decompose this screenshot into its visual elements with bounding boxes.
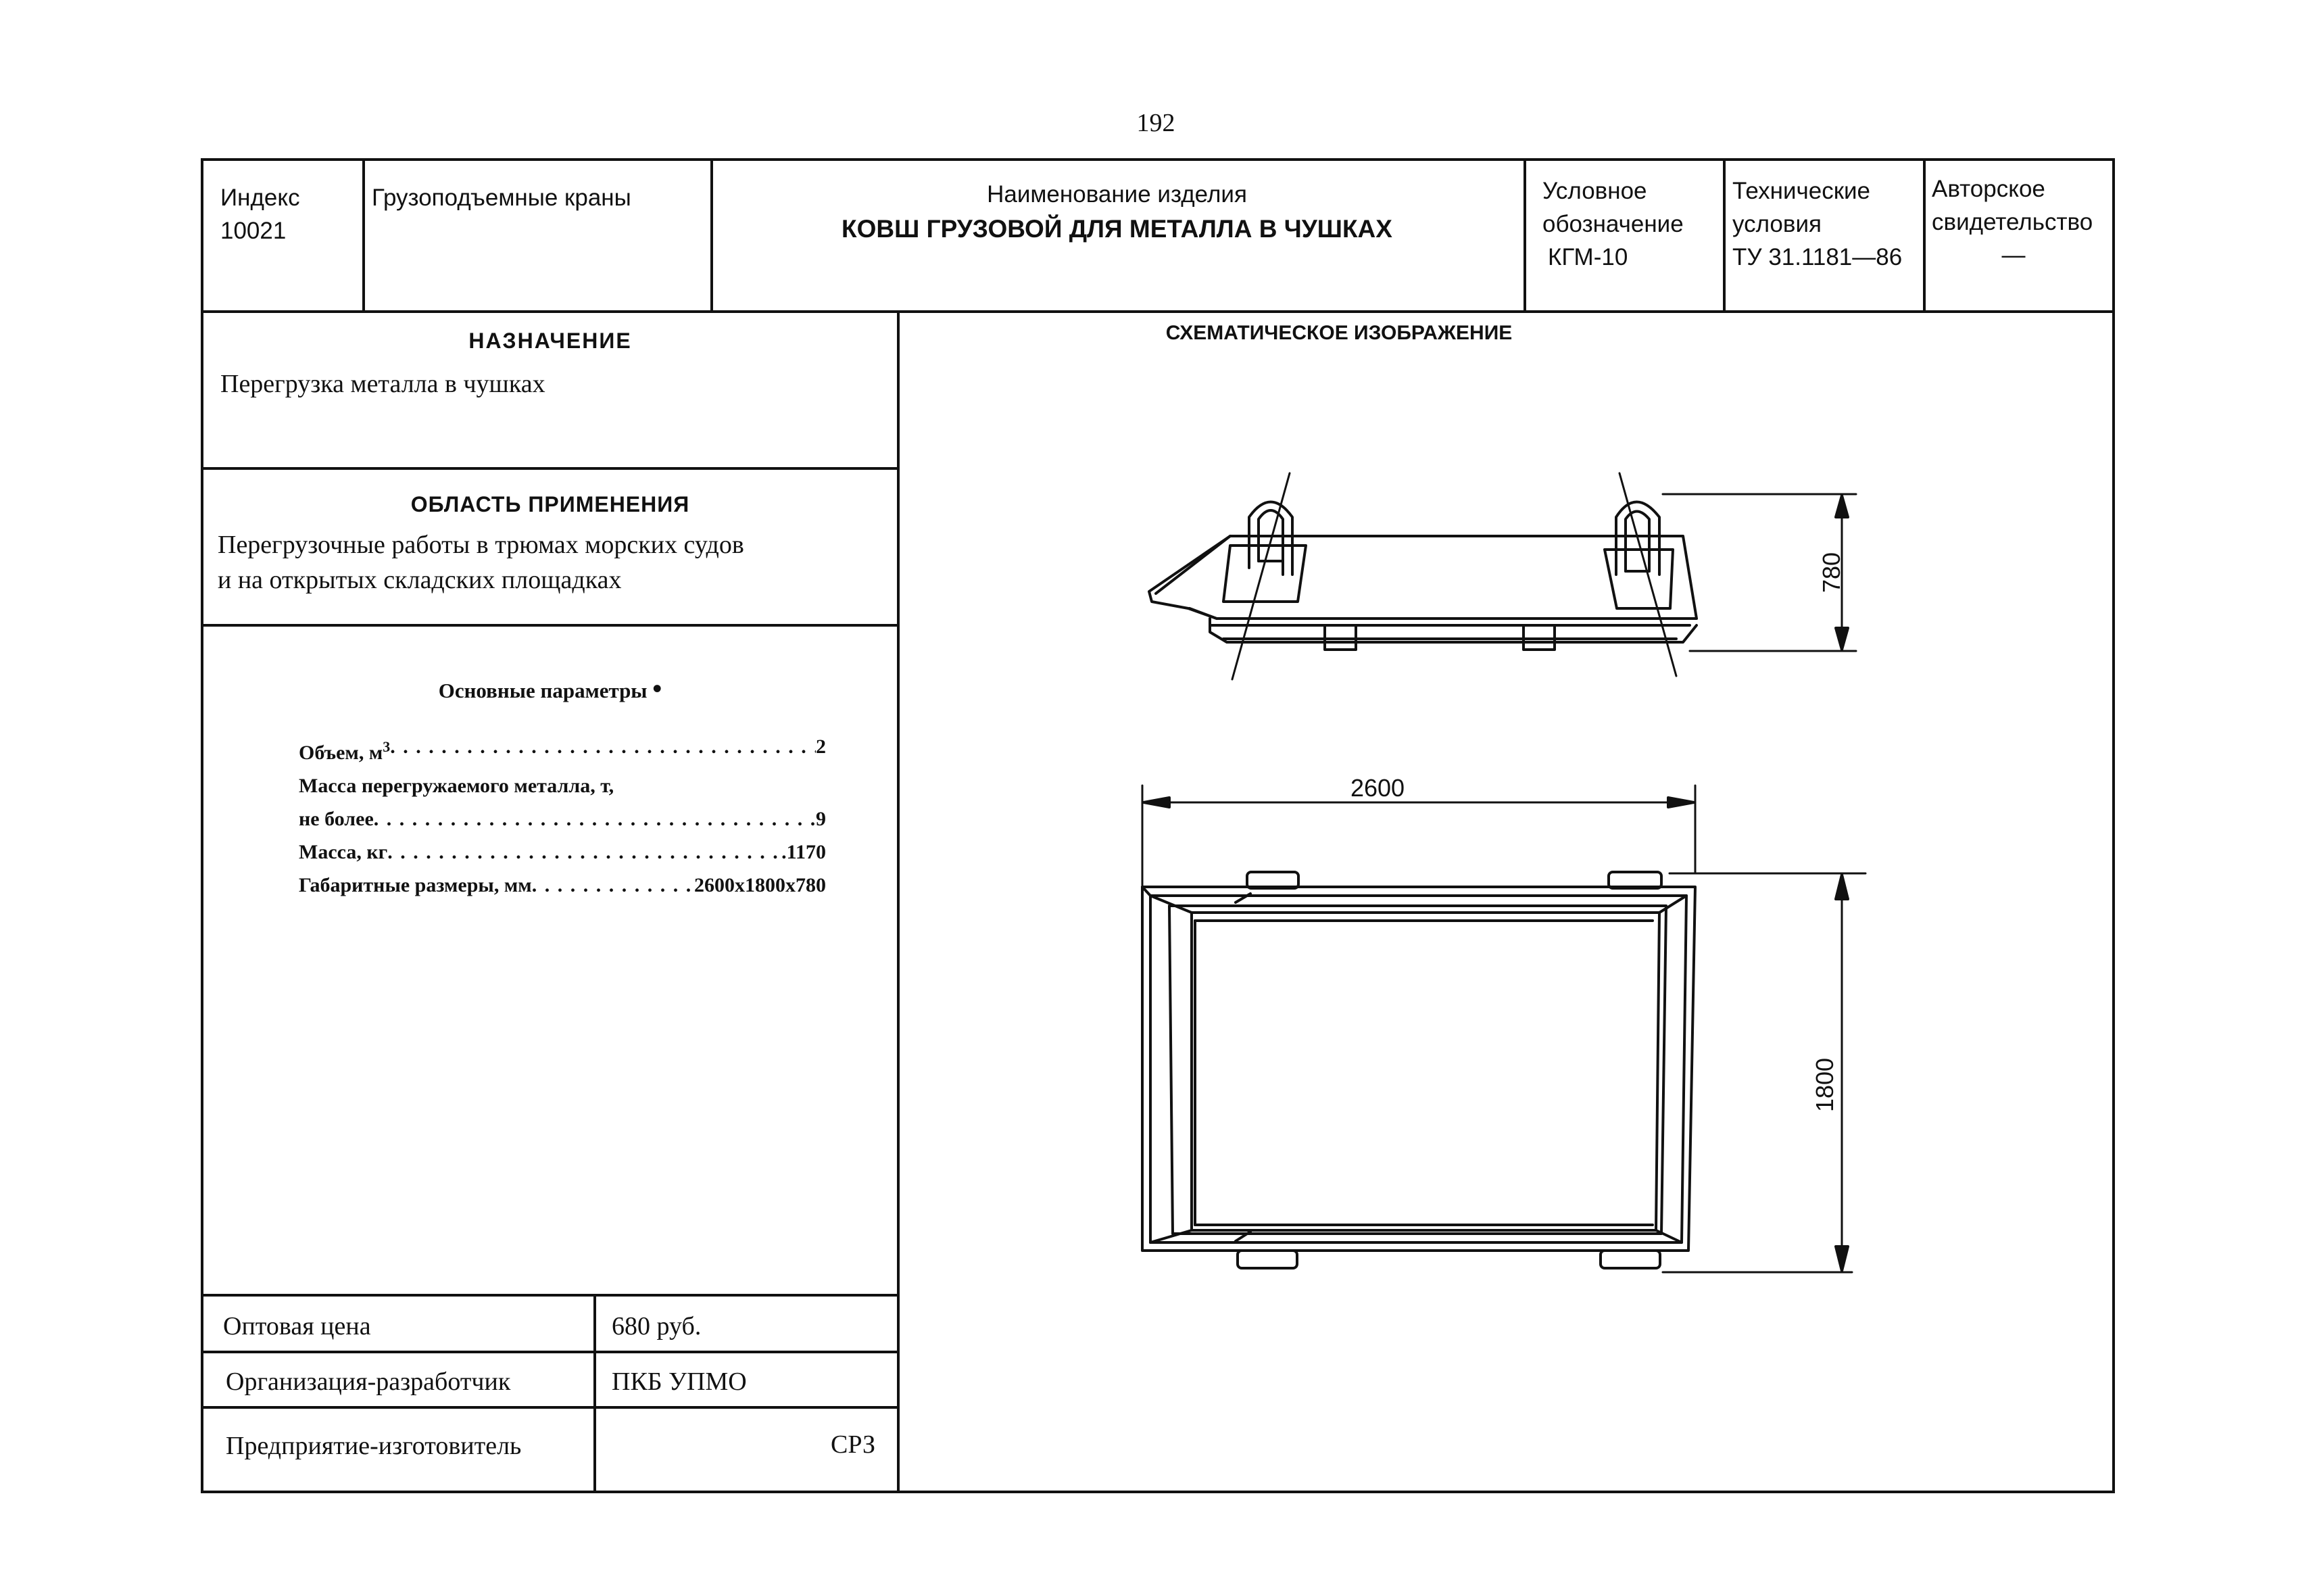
param-mass — [299, 836, 826, 869]
params-title-bullet: • — [652, 673, 662, 704]
application-text — [218, 527, 744, 598]
header-divider-5 — [1923, 158, 1926, 313]
product-name-label: Наименование изделия — [987, 181, 1247, 208]
designation-label-2: обозначение — [1542, 211, 1684, 237]
param-volume-sup: 3 — [383, 738, 391, 755]
manufacturer-value: СРЗ — [831, 1430, 875, 1459]
params-bottom-line — [201, 1294, 900, 1297]
param-mass-load-leader — [374, 802, 816, 836]
param-volume-label: Объем, м — [299, 742, 383, 764]
author-cert-cell — [1932, 172, 2114, 272]
dim-length-label: 2600 — [1350, 774, 1405, 802]
product-name-cell — [713, 178, 1521, 247]
tech-value: ТУ 31.1181—86 — [1732, 244, 1903, 270]
index-label: Индекс — [220, 185, 300, 211]
footer-line-1 — [201, 1351, 900, 1353]
param-volume-leader — [390, 730, 816, 769]
param-mass-load-label-2: не более — [299, 808, 374, 830]
dim-height-label: 780 — [1818, 552, 1845, 594]
schematic-drawing — [900, 313, 2112, 1491]
param-mass-load-label-1: Масса перегружаемого металла, т, — [299, 775, 614, 797]
tech-label-1: Технические — [1732, 178, 1871, 204]
tech-conditions-cell — [1732, 174, 1902, 274]
price-label: Оптовая цена — [223, 1312, 371, 1340]
param-mass-leader — [387, 836, 781, 869]
param-mass-load — [299, 802, 826, 836]
application-line-2: и на открытых складских площадках — [218, 566, 622, 594]
price-value: 680 руб. — [612, 1312, 702, 1340]
index-cell — [220, 181, 300, 247]
params-title-text: Основные параметры — [438, 679, 648, 702]
designation-value: КГМ-10 — [1548, 244, 1628, 270]
purpose-text: Перегрузка металла в чушках — [220, 370, 545, 398]
product-name: КОВШ ГРУЗОВОЙ ДЛЯ МЕТАЛЛА В ЧУШКАХ — [842, 215, 1392, 243]
dim-width-label: 1800 — [1811, 1057, 1838, 1113]
side-view — [1149, 473, 1856, 679]
manufacturer-label: Предприятие-изготовитель — [226, 1432, 522, 1460]
index-value: 10021 — [220, 218, 287, 244]
schematic-title: СХЕМАТИЧЕСКОЕ ИЗОБРАЖЕНИЕ — [1165, 322, 1513, 344]
designation-cell — [1542, 174, 1684, 274]
top-view — [1142, 785, 1866, 1272]
param-volume-value: 2 — [816, 735, 826, 758]
param-dims-leader — [532, 869, 694, 902]
application-bottom-line — [201, 624, 900, 627]
page-number: 192 — [1136, 109, 1175, 137]
application-title: ОБЛАСТЬ ПРИМЕНЕНИЯ — [410, 492, 690, 516]
author-value: — — [2001, 242, 2026, 268]
developer-value: ПКБ УПМО — [612, 1368, 747, 1396]
param-dims-value: 2600x1800x780 — [694, 874, 826, 896]
footer-divider — [593, 1294, 596, 1493]
author-label-2: свидетельство — [1932, 209, 2093, 235]
param-volume — [299, 730, 826, 769]
purpose-title: НАЗНАЧЕНИЕ — [468, 329, 632, 353]
param-mass-label: Масса, кг — [299, 841, 388, 863]
params-list — [299, 730, 826, 902]
param-dimensions — [299, 869, 826, 902]
tech-label-2: условия — [1732, 211, 1822, 237]
header-divider-1 — [362, 158, 365, 313]
category-cell: Грузоподъемные краны — [372, 185, 631, 211]
param-dims-label: Габаритные размеры, мм — [299, 874, 532, 896]
footer-line-2 — [201, 1406, 900, 1409]
param-mass-load-value: 9 — [816, 808, 826, 830]
header-divider-3 — [1524, 158, 1526, 313]
author-label-1: Авторское — [1932, 176, 2045, 202]
params-title — [203, 673, 897, 704]
designation-label-1: Условное — [1542, 178, 1647, 204]
param-mass-load-line-1 — [299, 769, 826, 802]
purpose-bottom-line — [201, 467, 900, 470]
param-mass-value: .1170 — [781, 841, 826, 863]
header-divider-4 — [1723, 158, 1726, 313]
application-line-1: Перегрузочные работы в трюмах морских судов — [218, 531, 744, 559]
developer-label: Организация-разработчик — [226, 1368, 511, 1396]
